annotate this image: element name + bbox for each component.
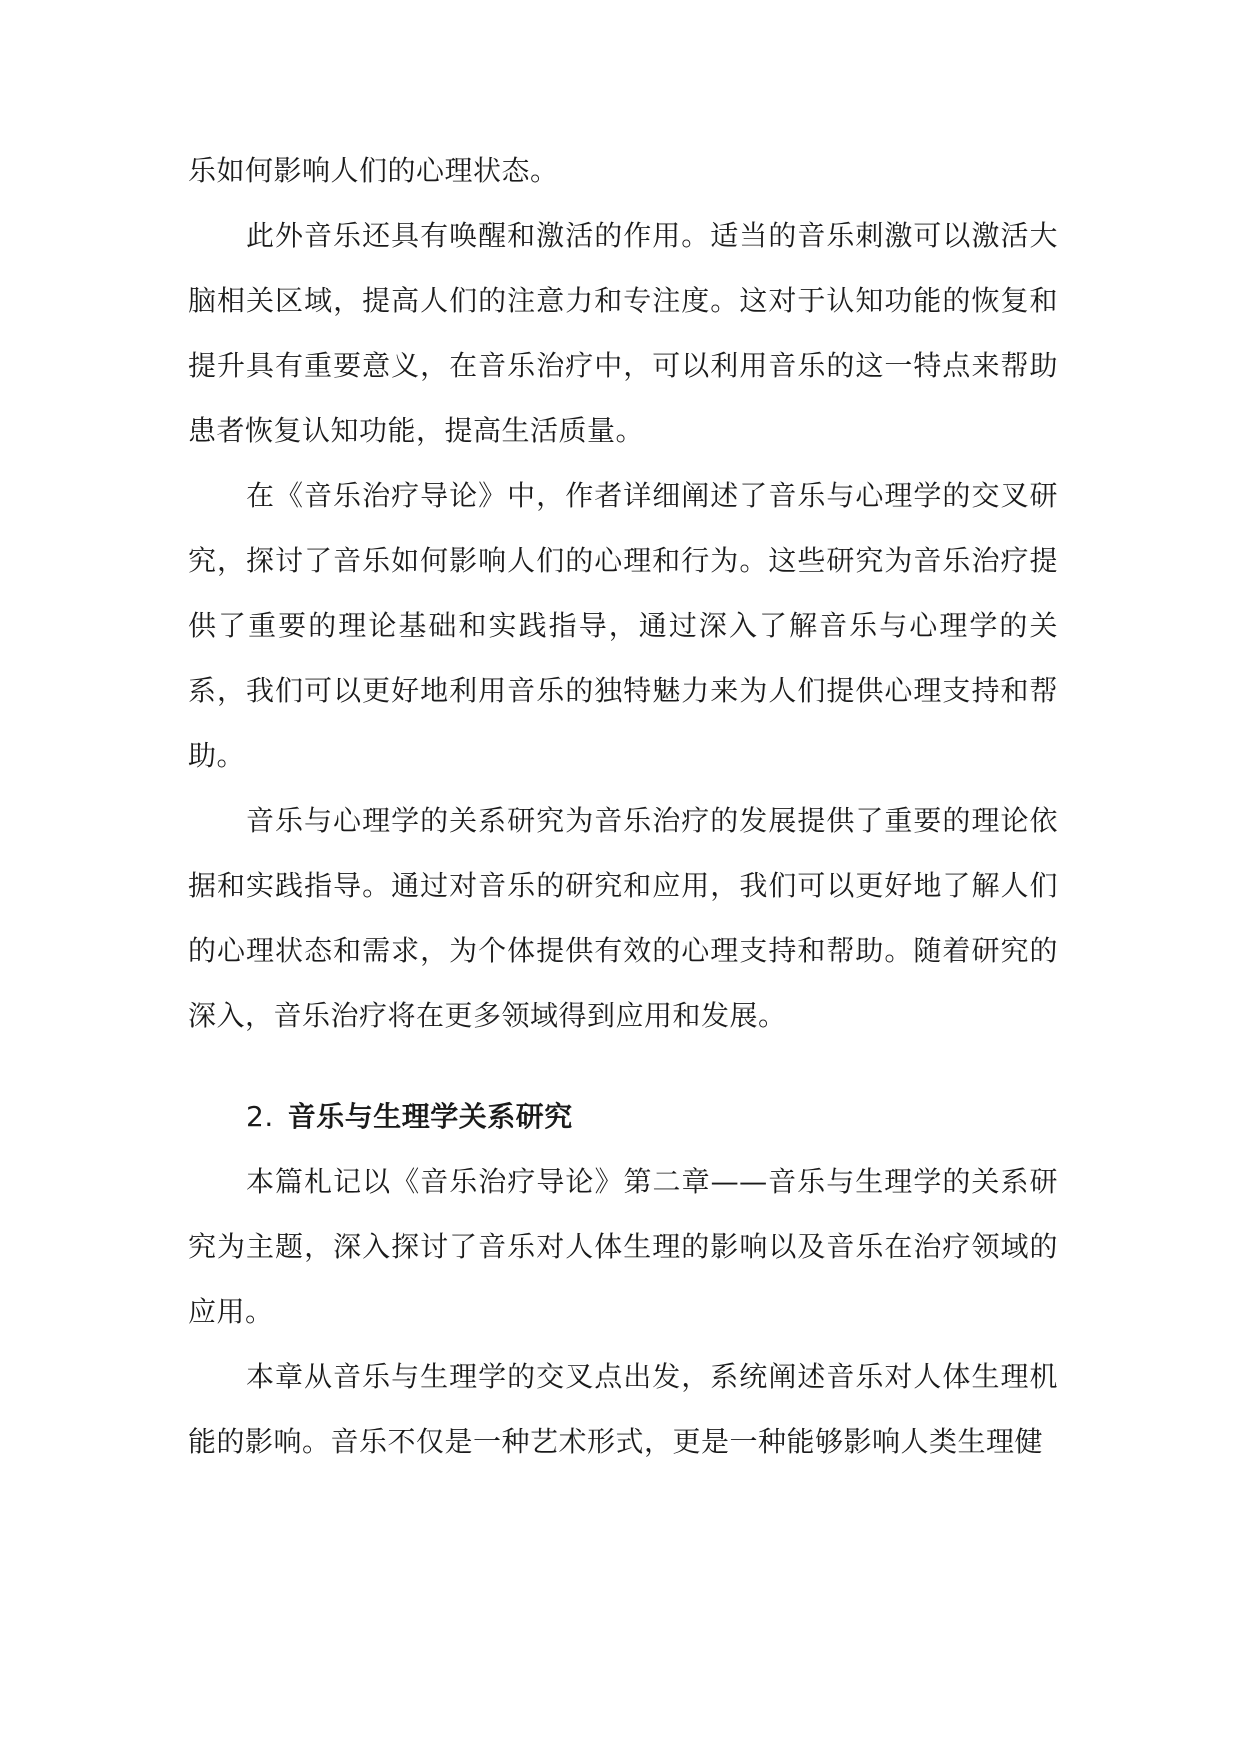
document-body <box>188 138 1058 1474</box>
paragraph-book-summary: 在《音乐治疗导论》中，作者详细阐述了音乐与心理学的交叉研究，探讨了音乐如何影响人们的心理和行为。这些研究为音乐治疗提供了重要的理论基础和实践指导，通过深入了解音乐与心理学的关系，我们可以更好地利用音乐的独特魅力来为人们提供心理支持和帮助。 <box>188 479 1058 772</box>
section-number: 2. <box>246 1100 274 1133</box>
paragraph-chapter-overview: 本章从音乐与生理学的交叉点出发，系统阐述音乐对人体生理机能的影响。音乐不仅是一种艺术形式，更是一种能够影响人类生理健 <box>188 1360 1058 1458</box>
paragraph-chapter-intro: 本篇札记以《音乐治疗导论》第二章——音乐与生理学的关系研究为主题，深入探讨了音乐对人体生理的影响以及音乐在治疗领域的应用。 <box>188 1165 1058 1328</box>
section-title: 音乐与生理学关系研究 <box>287 1100 573 1133</box>
paragraph-continuation: 乐如何影响人们的心理状态。 <box>188 154 559 187</box>
paragraph-conclusion: 音乐与心理学的关系研究为音乐治疗的发展提供了重要的理论依据和实践指导。通过对音乐的研究和应用，我们可以更好地了解人们的心理状态和需求，为个体提供有效的心理支持和帮助。随着研究的深入，音乐治疗将在更多领域得到应用和发展。 <box>188 804 1058 1032</box>
section-heading <box>188 1084 1058 1149</box>
paragraph-arousal: 此外音乐还具有唤醒和激活的作用。适当的音乐刺激可以激活大脑相关区域，提高人们的注意力和专注度。这对于认知功能的恢复和提升具有重要意义，在音乐治疗中，可以利用音乐的这一特点来帮助患者恢复认知功能，提高生活质量。 <box>188 219 1058 447</box>
